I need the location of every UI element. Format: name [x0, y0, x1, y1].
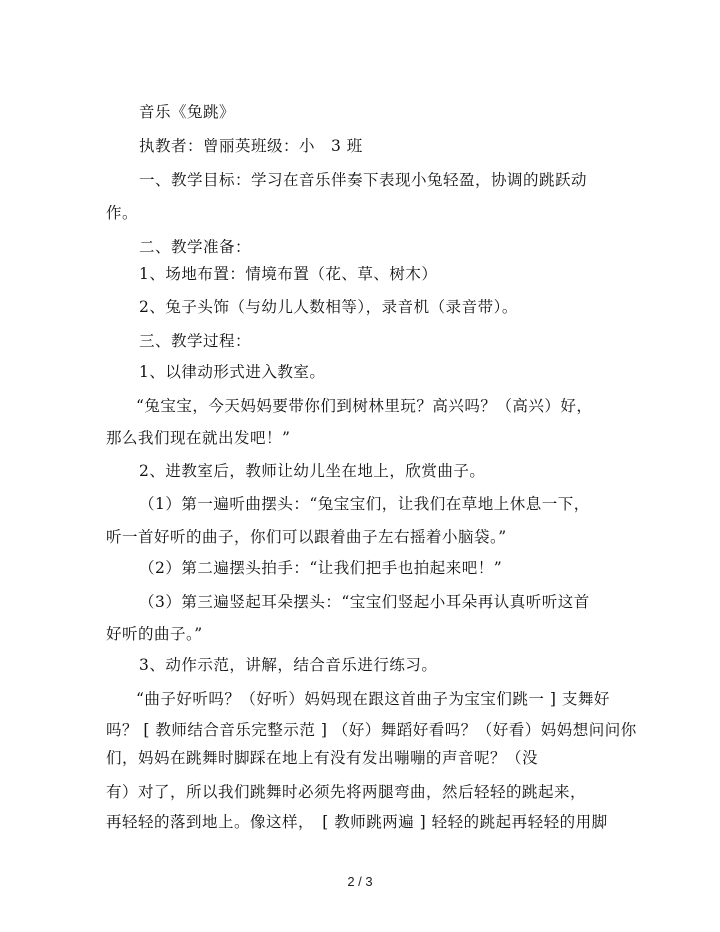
paragraph-line: 2、进教室后，教师让幼儿坐在地上，欣赏曲子。	[139, 462, 486, 480]
paragraph-line: 2、兔子头饰（与幼儿人数相等），录音机（录音带）。	[139, 298, 518, 316]
paragraph-line: 有）对了，所以我们跳舞时必须先将两腿弯曲，然后轻轻的跳起来，	[106, 783, 587, 801]
paragraph-line: 那么我们现在就出发吧！”	[106, 429, 291, 447]
paragraph-line: 听一首好听的曲子，你们可以跟着曲子左右摇着小脑袋。”	[106, 528, 507, 546]
page-number: 2 / 3	[347, 874, 373, 889]
paragraph-line: 吗？ [ 教师结合音乐完整示范 ] （好）舞蹈好看吗？（好看）妈妈想问问你	[106, 721, 637, 739]
paragraph-line: 1、场地布置：情境布置（花、草、树木）	[139, 265, 438, 283]
section-heading: 二、教学准备：	[139, 238, 252, 256]
paragraph-line: 1、以律动形式进入教室。	[139, 363, 326, 381]
paragraph-line: 们，妈妈在跳舞时脚踩在地上有没有发出嘣嘣的声音呢？（没	[106, 749, 539, 767]
paragraph-line: 好听的曲子。”	[106, 625, 203, 643]
paragraph-line: 再轻轻的落到地上。像这样， [ 教师跳两遍 ] 轻轻的跳起再轻轻的用脚	[106, 813, 608, 831]
paragraph-line: 一、教学目标：学习在音乐伴奏下表现小兔轻盈，协调的跳跃动	[139, 171, 588, 189]
paragraph-line: （3）第三遍竖起耳朵摆头：“宝宝们竖起小耳朵再认真听听这首	[139, 593, 590, 611]
paragraph-line: “兔宝宝，今天妈妈要带你们到树林里玩？高兴吗？（高兴）好，	[136, 397, 593, 415]
paragraph-line: （1）第一遍听曲摆头：“兔宝宝们，让我们在草地上休息一下，	[139, 495, 590, 513]
section-heading: 三、教学过程：	[139, 332, 252, 350]
paragraph-line: 作。	[106, 204, 139, 222]
teacher-line: 执教者：曾丽英班级：小 3 班	[139, 137, 363, 155]
paragraph-line: 3、动作示范，讲解，结合音乐进行练习。	[139, 656, 438, 674]
paragraph-line: “曲子好听吗？（好听）妈妈现在跟这首曲子为宝宝们跳一 ] 支舞好	[136, 690, 610, 708]
document-title: 音乐《兔跳》	[139, 103, 236, 121]
paragraph-line: （2）第二遍摆头拍手：“让我们把手也拍起来吧！”	[139, 559, 503, 577]
